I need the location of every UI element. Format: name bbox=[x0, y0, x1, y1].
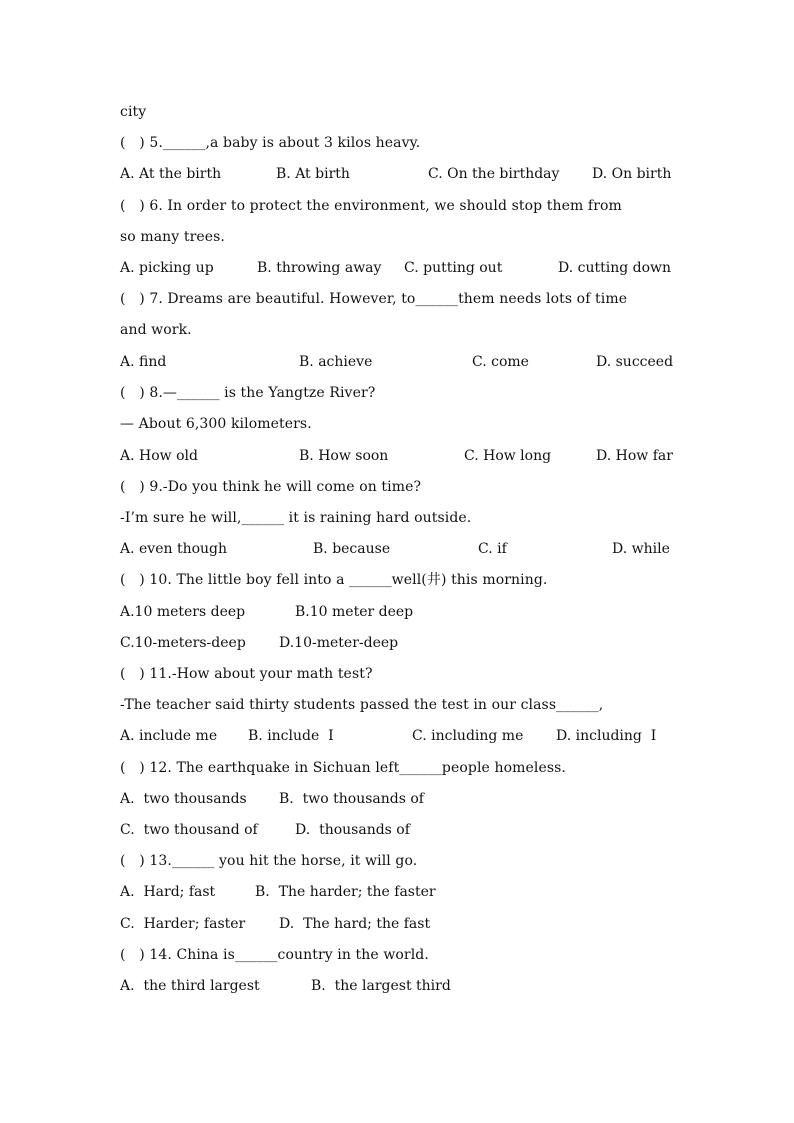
options-q13-row2 bbox=[120, 913, 675, 935]
option-d: D. including I bbox=[556, 728, 657, 744]
option-b: B. the largest third bbox=[311, 978, 451, 994]
option-b: B.10 meter deep bbox=[295, 604, 414, 620]
option-d: D. cutting down bbox=[558, 260, 672, 276]
option-c: C. On the birthday bbox=[428, 166, 560, 182]
question-12: ( ) 12. The earthquake in Sichuan left______people homeless. bbox=[120, 760, 566, 776]
option-a: A. At the birth bbox=[120, 166, 222, 182]
question-8: ( ) 8.—______ is the Yangtze River? bbox=[120, 385, 376, 401]
options-q11 bbox=[120, 725, 675, 747]
option-b: B. At birth bbox=[276, 166, 350, 182]
question-10: ( ) 10. The little boy fell into a ______well(井) this morning. bbox=[120, 572, 548, 588]
option-a: A. find bbox=[120, 354, 167, 370]
option-b: B. two thousands of bbox=[279, 791, 424, 807]
options-q7 bbox=[120, 351, 675, 373]
option-d: D.10-meter-deep bbox=[279, 635, 399, 651]
options-q14 bbox=[120, 975, 675, 997]
question-7: ( ) 7. Dreams are beautiful. However, to______them needs lots of time bbox=[120, 291, 628, 307]
question-7-continued: and work. bbox=[120, 322, 192, 338]
option-d: D. How far bbox=[596, 448, 673, 464]
option-b: B. throwing away bbox=[257, 260, 382, 276]
options-q12-row2 bbox=[120, 819, 675, 841]
question-13: ( ) 13.______ you hit the horse, it will go. bbox=[120, 853, 418, 869]
option-a: A. two thousands bbox=[120, 791, 247, 807]
question-11-reply: -The teacher said thirty students passed the test in our class______, bbox=[120, 697, 604, 713]
question-5: ( ) 5.______,a baby is about 3 kilos heavy. bbox=[120, 135, 421, 151]
option-a: A. include me bbox=[120, 728, 218, 744]
options-q13-row1 bbox=[120, 881, 675, 903]
option-b: B. The harder; the faster bbox=[255, 884, 436, 900]
question-14: ( ) 14. China is______country in the world. bbox=[120, 947, 429, 963]
option-d: D. The hard; the fast bbox=[279, 916, 431, 932]
option-b: B. How soon bbox=[299, 448, 389, 464]
options-q10-row1 bbox=[120, 601, 675, 623]
option-d: D. succeed bbox=[596, 354, 674, 370]
option-b: B. achieve bbox=[299, 354, 373, 370]
option-c: C. if bbox=[478, 541, 507, 557]
options-q10-row2 bbox=[120, 632, 675, 654]
options-q12-row1 bbox=[120, 788, 675, 810]
option-c: C. putting out bbox=[404, 260, 503, 276]
option-c: C. including me bbox=[412, 728, 524, 744]
option-c: C. two thousand of bbox=[120, 822, 258, 838]
option-a: A. even though bbox=[120, 541, 228, 557]
option-a: A. the third largest bbox=[120, 978, 260, 994]
options-q6 bbox=[120, 257, 675, 279]
option-b: B. include I bbox=[248, 728, 334, 744]
question-11: ( ) 11.-How about your math test? bbox=[120, 666, 373, 682]
options-q8 bbox=[120, 445, 675, 467]
option-a: A.10 meters deep bbox=[120, 604, 246, 620]
options-q5 bbox=[120, 163, 675, 185]
option-a: A. picking up bbox=[120, 260, 214, 276]
option-c: C.10-meters-deep bbox=[120, 635, 246, 651]
question-8-reply: — About 6,300 kilometers. bbox=[120, 416, 312, 432]
question-9-reply: -I’m sure he will,______ it is raining hard outside. bbox=[120, 510, 472, 526]
option-c: C. come bbox=[472, 354, 529, 370]
continued-text: city bbox=[120, 104, 147, 120]
option-d: D. while bbox=[612, 541, 670, 557]
question-6: ( ) 6. In order to protect the environment, we should stop them from bbox=[120, 198, 622, 214]
option-c: C. How long bbox=[464, 448, 552, 464]
question-6-continued: so many trees. bbox=[120, 229, 225, 245]
question-9: ( ) 9.-Do you think he will come on time? bbox=[120, 479, 422, 495]
option-a: A. How old bbox=[120, 448, 198, 464]
option-d: D. On birth bbox=[592, 166, 672, 182]
option-c: C. Harder; faster bbox=[120, 916, 246, 932]
option-a: A. Hard; fast bbox=[120, 884, 216, 900]
options-q9 bbox=[120, 538, 675, 560]
option-d: D. thousands of bbox=[295, 822, 410, 838]
option-b: B. because bbox=[313, 541, 391, 557]
